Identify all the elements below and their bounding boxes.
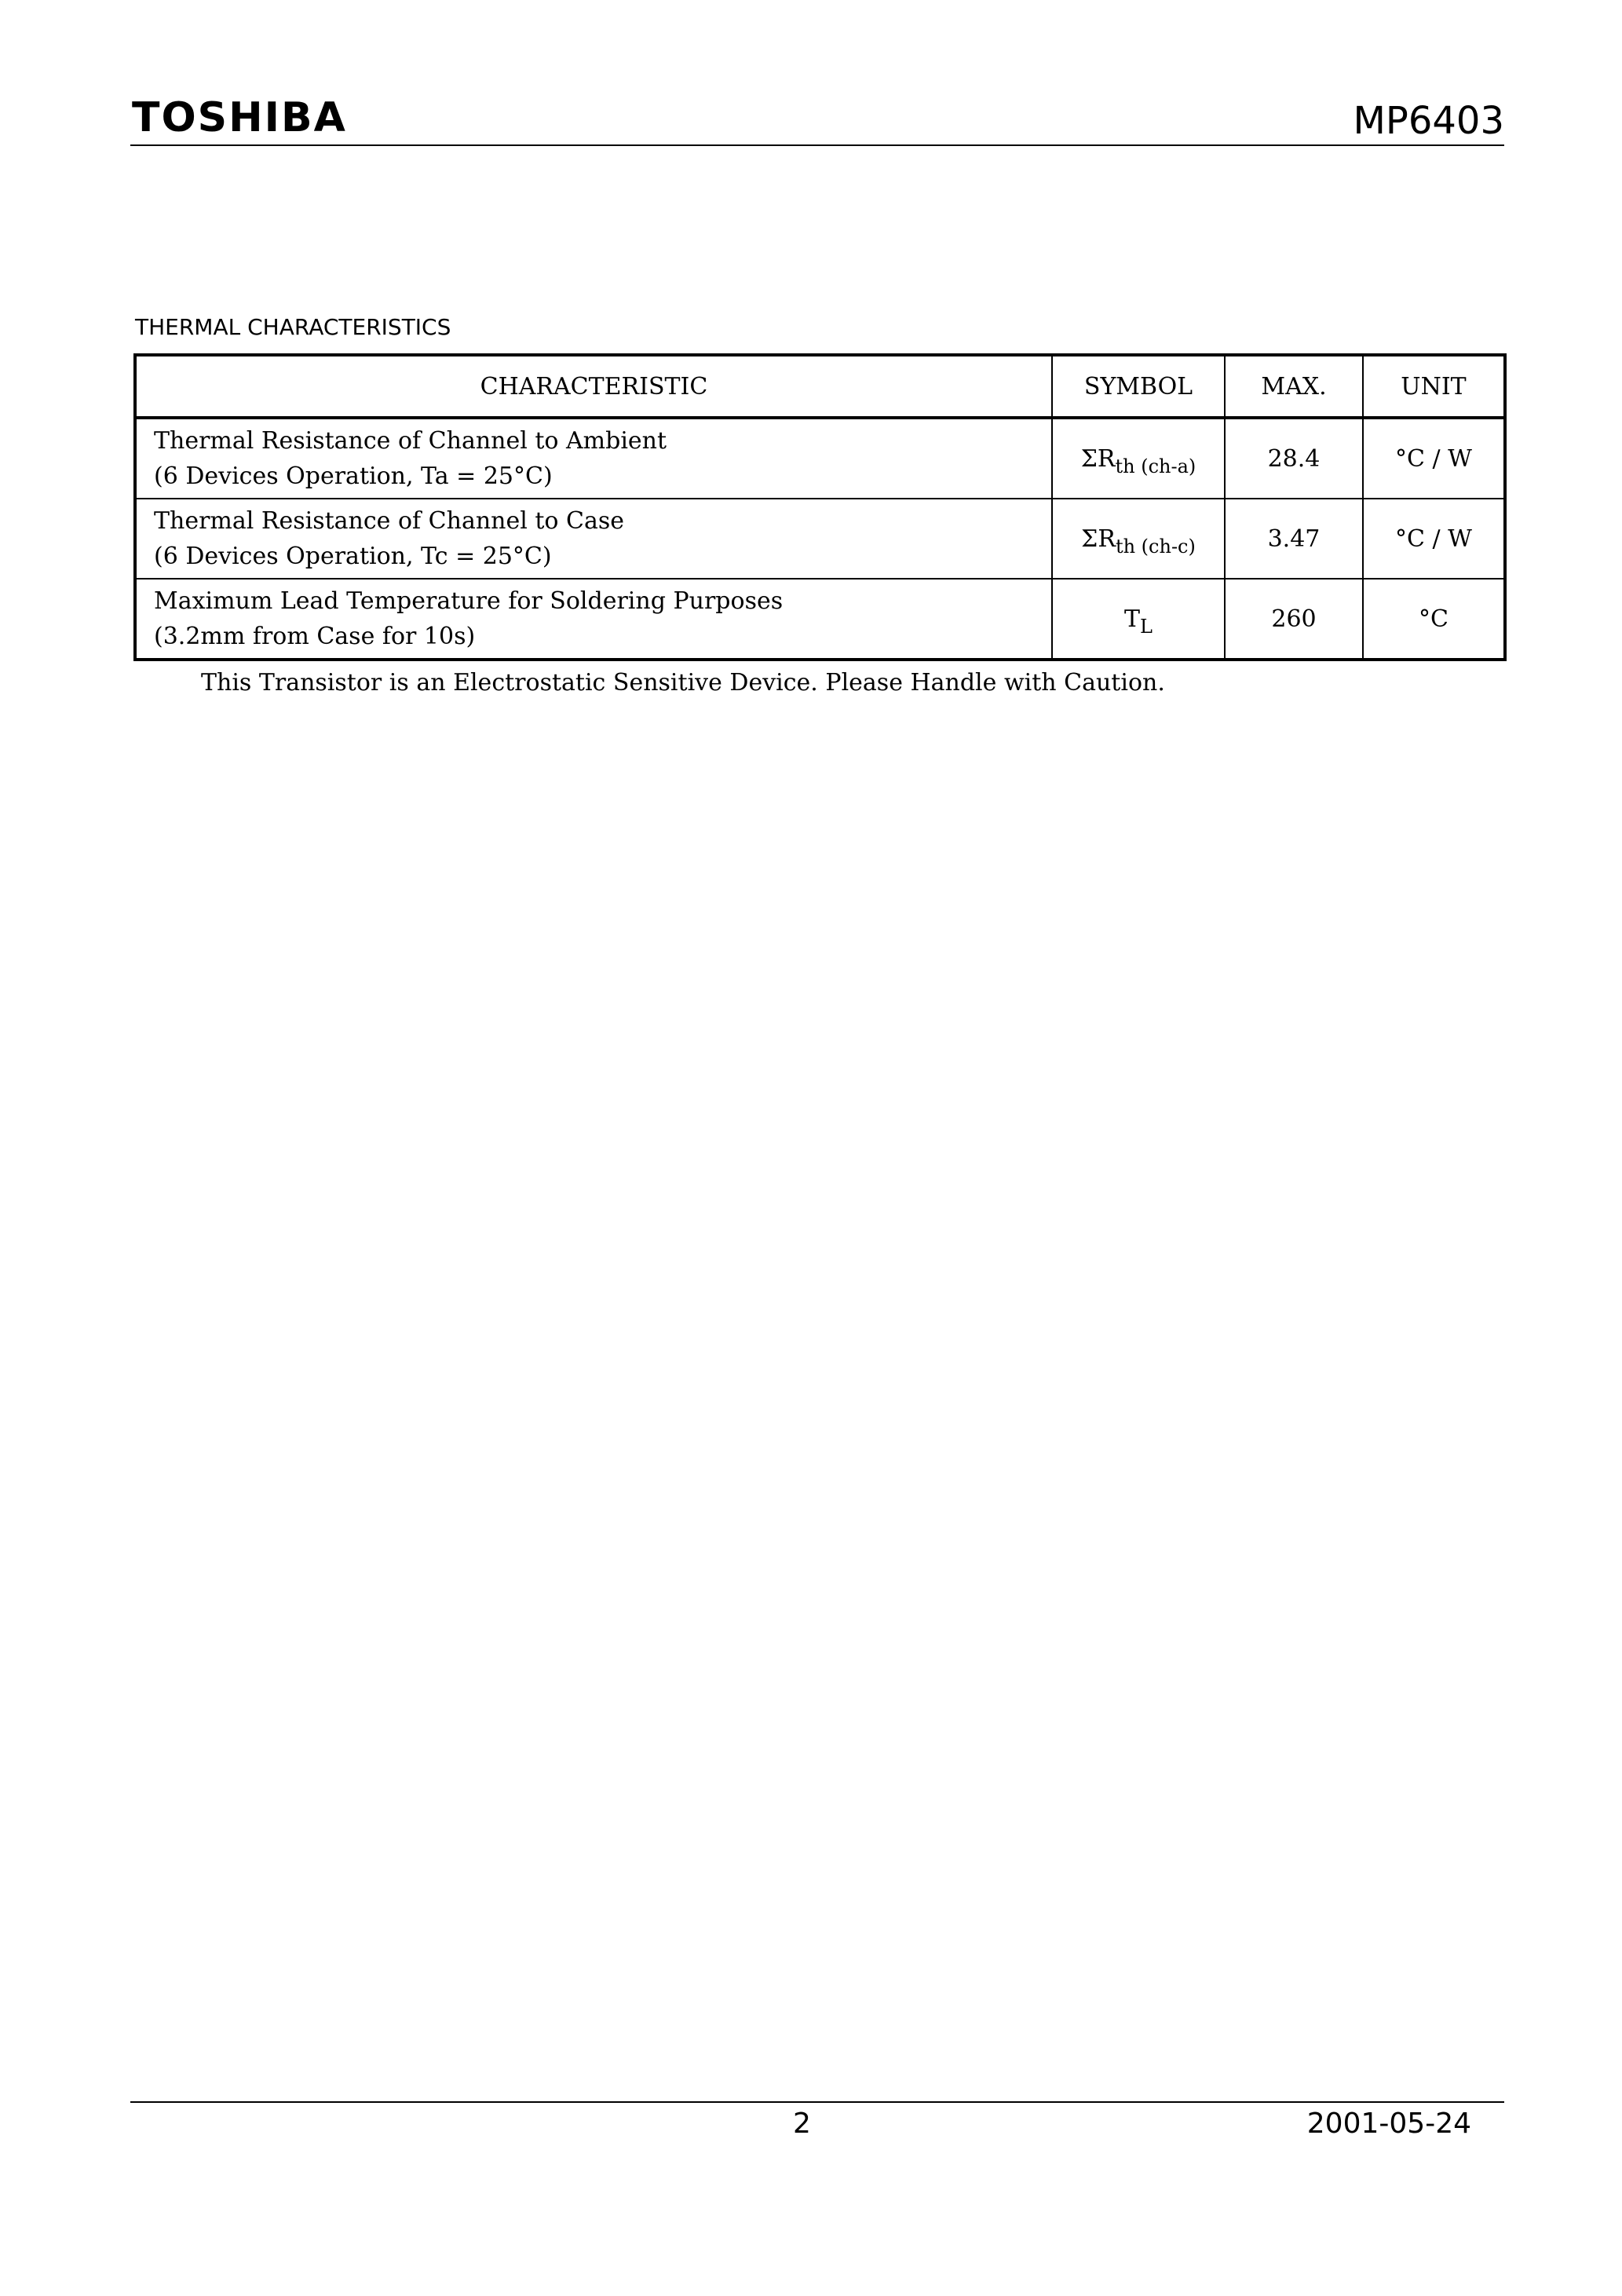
max-value: 28.4 — [1225, 418, 1363, 499]
max-value: 3.47 — [1225, 499, 1363, 579]
table-row — [135, 579, 1505, 660]
unit-value: °C / W — [1363, 418, 1505, 499]
characteristic-line2: (6 Devices Operation, Ta = 25°C) — [154, 462, 553, 490]
symbol-subscript: L — [1140, 615, 1153, 638]
thermal-characteristics-table — [133, 353, 1507, 661]
header-max: MAX. — [1225, 355, 1363, 418]
characteristic-cell — [135, 499, 1052, 579]
symbol-cell — [1052, 499, 1225, 579]
characteristic-cell — [135, 579, 1052, 660]
max-value: 260 — [1225, 579, 1363, 660]
unit-value: °C / W — [1363, 499, 1505, 579]
publication-date: 2001-05-24 — [1306, 2108, 1471, 2140]
symbol-cell — [1052, 418, 1225, 499]
table-row — [135, 418, 1505, 499]
characteristic-line2: (6 Devices Operation, Tc = 25°C) — [154, 543, 552, 570]
characteristic-line1: Thermal Resistance of Channel to Case — [154, 507, 625, 535]
section-title: THERMAL CHARACTERISTICS — [135, 314, 451, 340]
header-symbol: SYMBOL — [1052, 355, 1225, 418]
symbol-subscript: th (ch-c) — [1115, 535, 1196, 558]
characteristic-line1: Maximum Lead Temperature for Soldering Purposes — [154, 587, 784, 615]
symbol-main: ΣR — [1081, 525, 1116, 553]
characteristic-line2: (3.2mm from Case for 10s) — [154, 623, 476, 650]
header-unit: UNIT — [1363, 355, 1505, 418]
table-row — [135, 499, 1505, 579]
toshiba-logo: TOSHIBA — [132, 94, 347, 141]
caution-note: This Transistor is an Electrostatic Sensitive Device. Please Handle with Caution. — [201, 669, 1165, 696]
footer-divider — [130, 2101, 1504, 2103]
page-number: 2 — [793, 2108, 811, 2140]
header-characteristic: CHARACTERISTIC — [135, 355, 1052, 418]
symbol-subscript: th (ch-a) — [1115, 455, 1196, 477]
unit-value: °C — [1363, 579, 1505, 660]
symbol-main: T — [1124, 605, 1141, 633]
characteristic-line1: Thermal Resistance of Channel to Ambient — [154, 427, 667, 455]
header-divider — [130, 144, 1504, 146]
symbol-cell — [1052, 579, 1225, 660]
part-number: MP6403 — [1353, 99, 1504, 143]
symbol-main: ΣR — [1080, 444, 1116, 473]
characteristic-cell — [135, 418, 1052, 499]
table-header-row — [135, 355, 1505, 418]
